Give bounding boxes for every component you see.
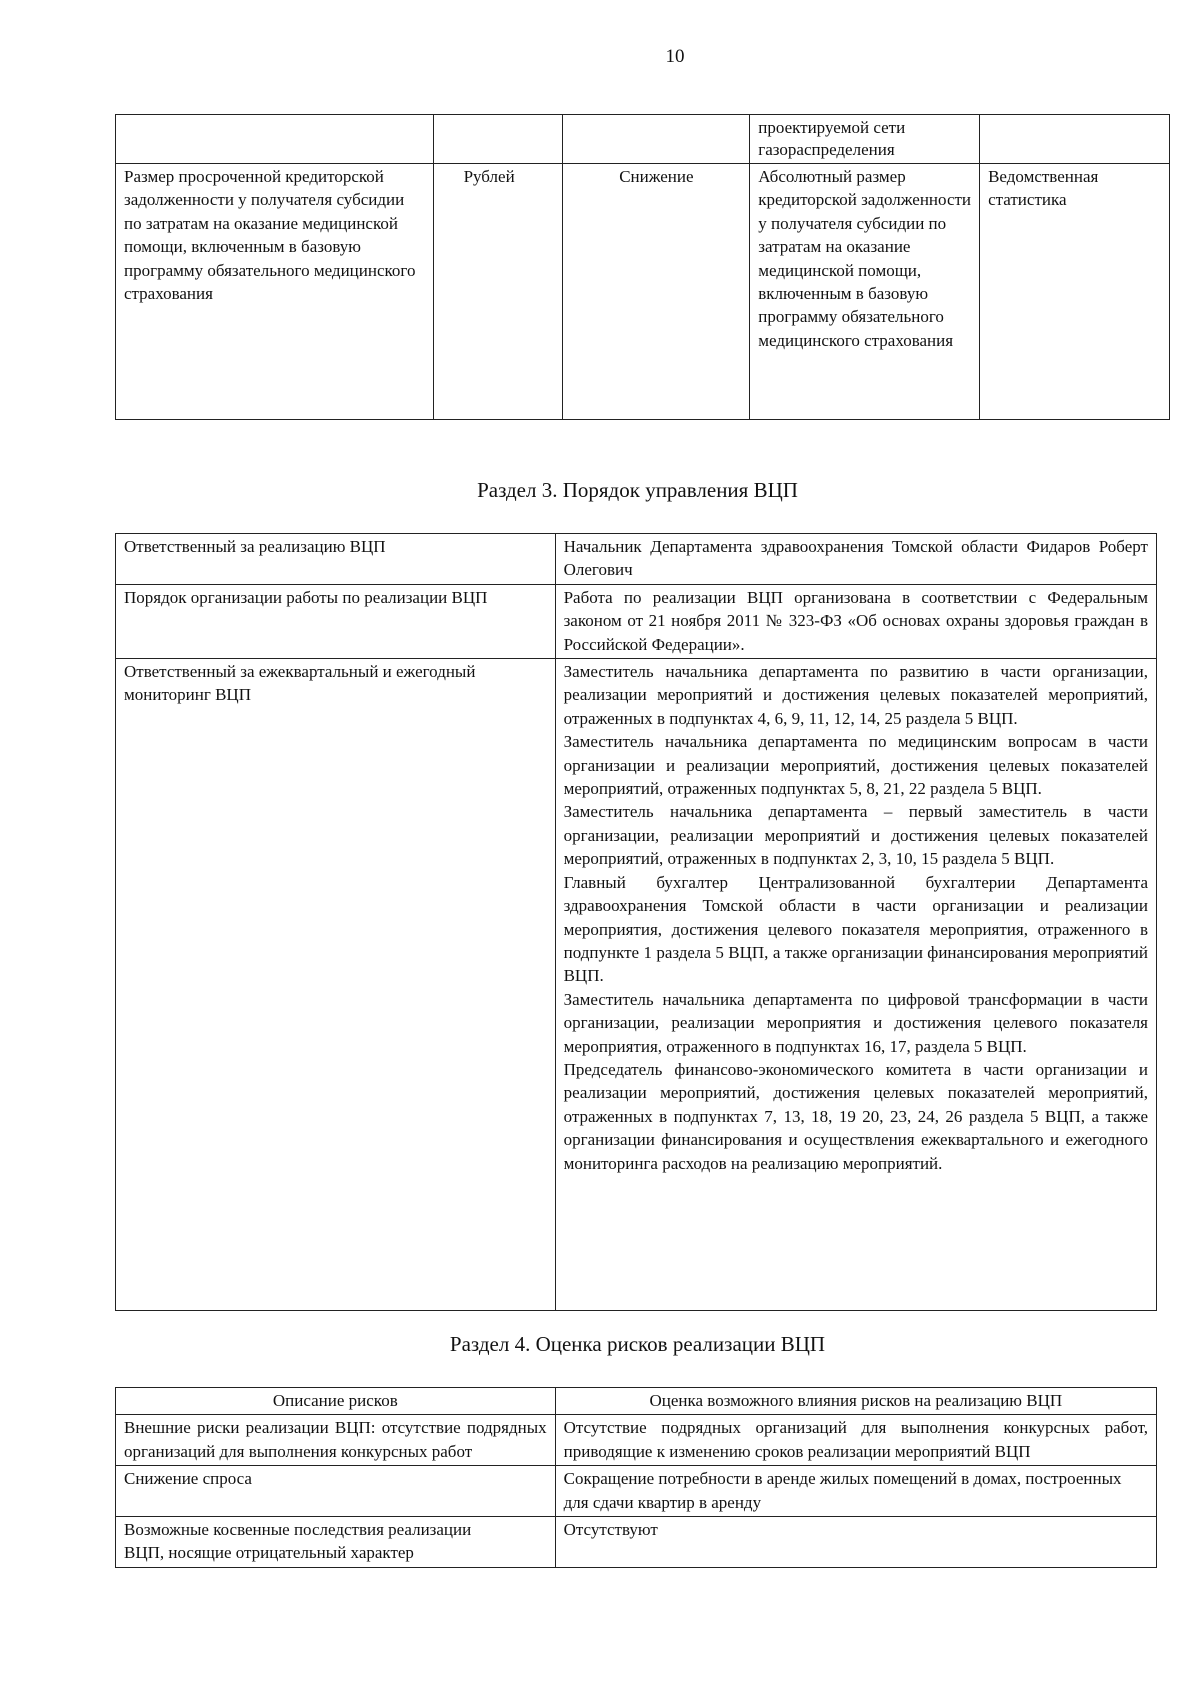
indicator-source-cell xyxy=(980,115,1170,164)
table-header-row xyxy=(116,1388,1157,1415)
table-row xyxy=(116,1517,1157,1568)
risk-table xyxy=(115,1387,1157,1568)
section-4-title: Раздел 4. Оценка рисков реализации ВЦП xyxy=(449,1332,826,1356)
table-row xyxy=(116,115,1170,164)
management-value-cell: Начальник Департамента здравоохранения Томской области Фидаров Роберт Олегович xyxy=(555,534,1156,585)
monitoring-paragraph: Заместитель начальника департамента по медицинским вопросам в части организации и реализации мероприятий, достижения целевых показателей мероприятий, отраженных подпунктах 5, 8, 21, 22 раздела 5 ВЦП. xyxy=(563,732,1148,799)
monitoring-paragraph: Заместитель начальника департамента по цифровой трансформации в части организации, реализации мероприятия и достижения целевого показателя мероприятия, отраженного в подпунктах 16, 17, раздела 5 ВЦП. xyxy=(563,989,1148,1056)
monitoring-responsibles-cell xyxy=(555,659,1156,1311)
indicator-unit-cell xyxy=(433,115,563,164)
table-row xyxy=(116,1466,1157,1517)
risk-description-cell: Внешние риски реализации ВЦП: отсутствие подрядных организаций для выполнения конкурсных работ xyxy=(116,1415,556,1466)
risk-impact-cell: Сокращение потребности в аренде жилых помещений в домах, построенных для сдачи квартир в аренду xyxy=(555,1466,1156,1517)
indicator-unit-cell: Рублей xyxy=(433,164,563,420)
page-number: 10 xyxy=(665,46,685,67)
indicator-definition-cell: проектируемой сети газораспределения xyxy=(750,115,980,164)
indicator-name-cell xyxy=(116,115,434,164)
table-row xyxy=(116,534,1157,585)
management-label-cell: Ответственный за реализацию ВЦП xyxy=(116,534,556,585)
indicator-definition-cell: Абсолютный размер кредиторской задолженности у получателя субсидии по затратам на оказание медицинской помощи, включенным в базовую программу обязательного медицинского страхования xyxy=(750,164,980,420)
monitoring-paragraph: Заместитель начальника департамента по развитию в части организации, реализации мероприятий и достижения целевых показателей мероприятий, отраженных в подпунктах 4, 6, 9, 11, 12, 14, 25 раздела 5 ВЦП. xyxy=(563,662,1148,728)
management-label-cell: Порядок организации работы по реализации ВЦП xyxy=(116,584,556,658)
table-row xyxy=(116,584,1157,658)
indicator-table xyxy=(115,114,1170,420)
risk-description-cell: Снижение спроса xyxy=(116,1466,556,1517)
monitoring-paragraph: Заместитель начальника департамента – первый заместитель в части организации, реализации мероприятий и достижения целевых показателей мероприятий, отраженных в подпунктах 2, 3, 10, 15 раздела 5 ВЦП. xyxy=(563,802,1148,869)
monitoring-paragraph: Председатель финансово-экономического комитета в части организации и реализации мероприятий, достижения целевых показателей мероприятий, отраженных в подпунктах 7, 13, 18, 19 20, 23, 24, 26 раздела 5 ВЦП, а также организации финансирования и осуществления ежеквартального и ежегодного мониторинга расходов на реализацию мероприятий. xyxy=(563,1059,1148,1173)
management-label-cell: Ответственный за ежеквартальный и ежегодный мониторинг ВЦП xyxy=(116,659,556,1311)
indicator-direction-cell xyxy=(563,115,750,164)
risk-description-header: Описание рисков xyxy=(116,1388,556,1415)
risk-impact-cell: Отсутствуют xyxy=(555,1517,1156,1568)
indicator-source-cell: Ведомственная статистика xyxy=(980,164,1170,420)
table-row xyxy=(116,164,1170,420)
table-row xyxy=(116,659,1157,1311)
monitoring-paragraph: Главный бухгалтер Централизованной бухгалтерии Департамента здравоохранения Томской области в части организации и реализации мероприятия, достижения целевого показателя мероприятия, отраженного в подпункте 1 раздела 5 ВЦП, а также организации финансирования мероприятий ВЦП. xyxy=(563,872,1148,986)
management-table xyxy=(115,533,1157,1311)
management-value-cell: Работа по реализации ВЦП организована в соответствии с Федеральным законом от 21 ноября 2011 № 323-ФЗ «Об основах охраны здоровья граждан в Российской Федерации». xyxy=(555,584,1156,658)
risk-impact-header: Оценка возможного влияния рисков на реализацию ВЦП xyxy=(555,1388,1156,1415)
risk-description-cell: Возможные косвенные последствия реализации ВЦП, носящие отрицательный характер xyxy=(116,1517,556,1568)
section-3-title: Раздел 3. Порядок управления ВЦП xyxy=(477,478,798,502)
table-row xyxy=(116,1415,1157,1466)
indicator-direction-cell: Снижение xyxy=(563,164,750,420)
risk-impact-cell: Отсутствие подрядных организаций для выполнения конкурсных работ, приводящие к изменению сроков реализации мероприятий ВЦП xyxy=(555,1415,1156,1466)
indicator-name-cell: Размер просроченной кредиторской задолженности у получателя субсидии по затратам на оказание медицинской помощи, включенным в базовую программу обязательного медицинского страхования xyxy=(116,164,434,420)
